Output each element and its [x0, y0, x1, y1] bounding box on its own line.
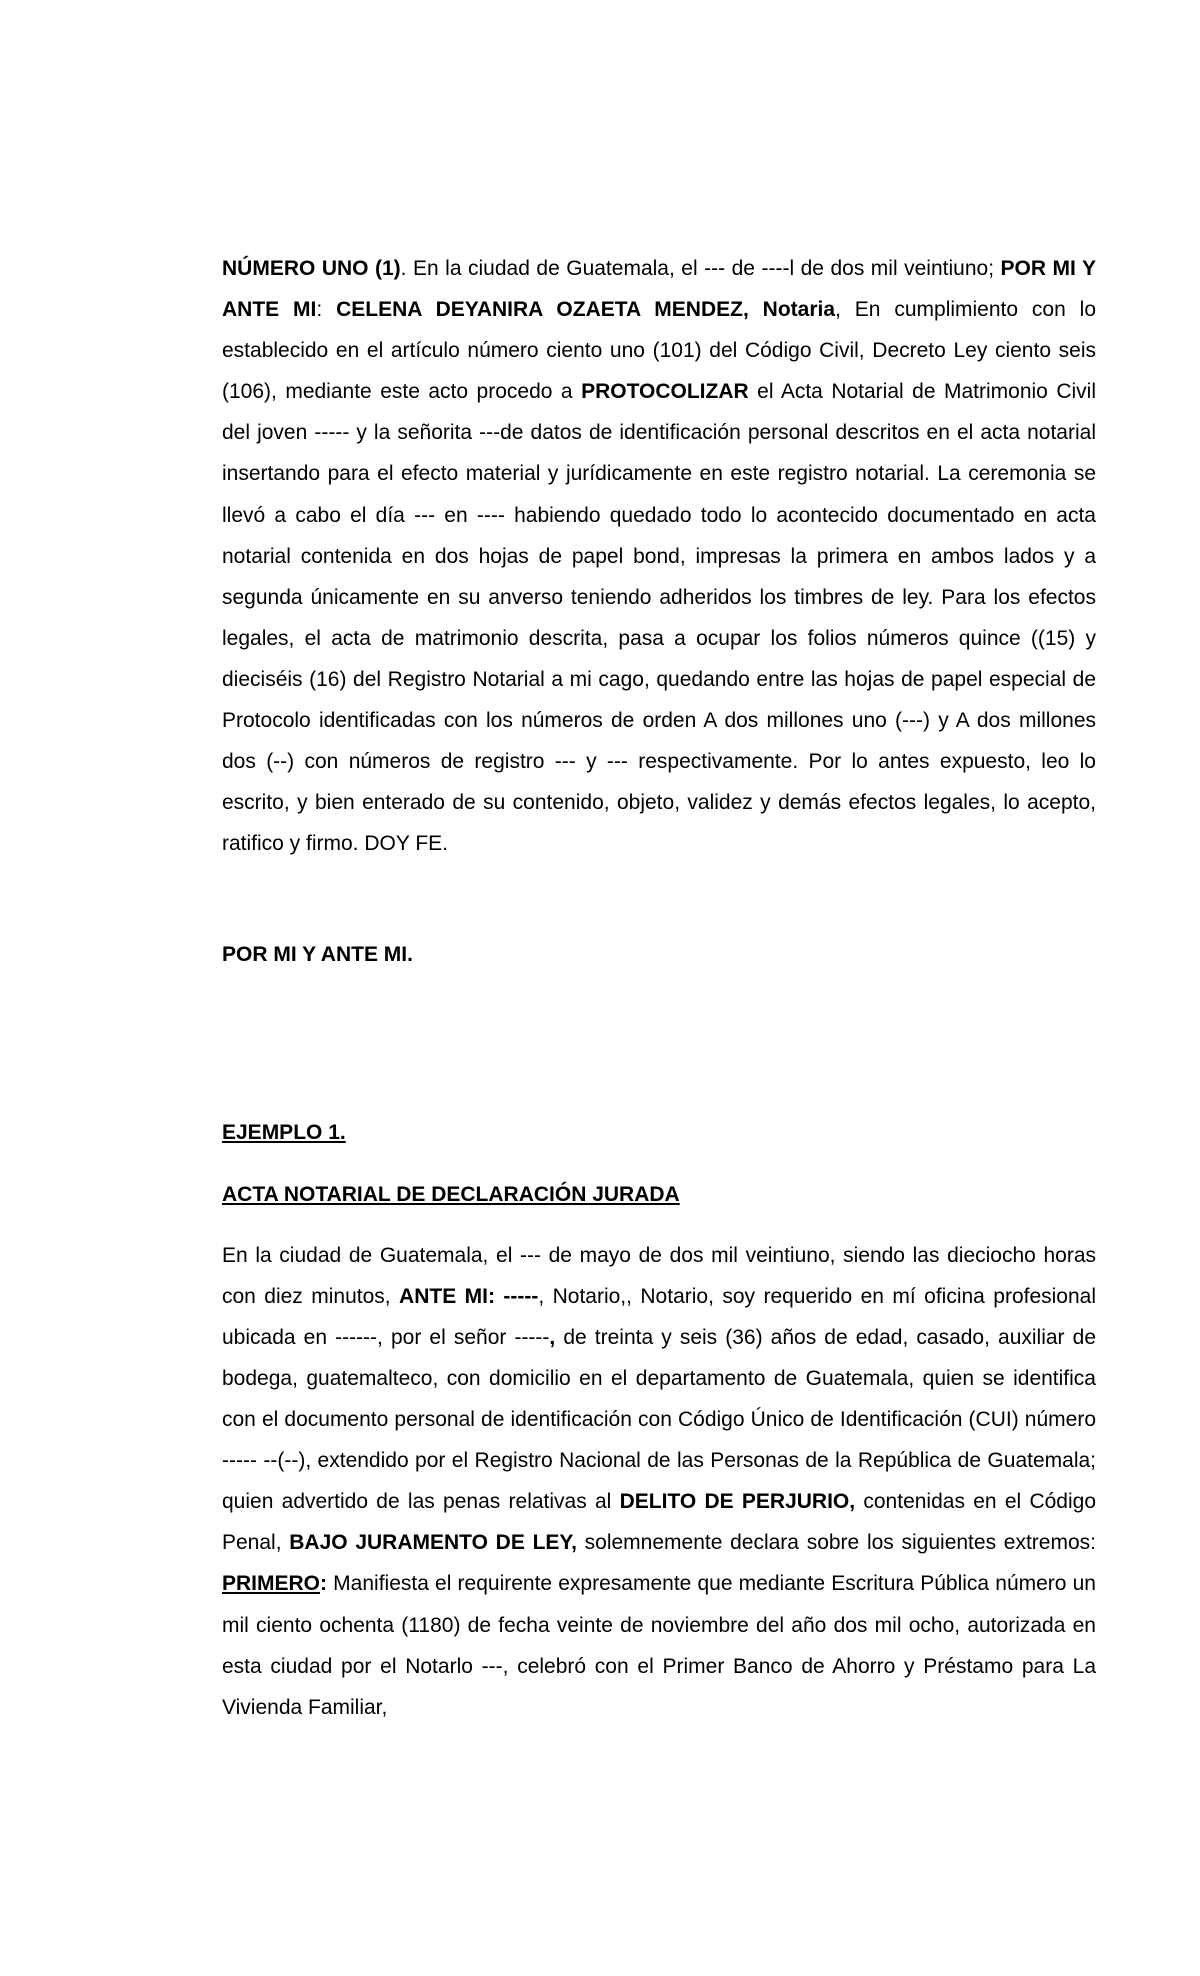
bold-phrase: :: [320, 1572, 328, 1596]
paragraph-text: el Acta Notarial de Matrimonio Civil del joven ----- y la señorita ---de datos de identificación personal descritos en el acta notarial insertando para el efecto material y jurídicamente en este registro notarial. La ceremonia se llevó a cabo el día --- en ---- habiendo quedado todo lo acontecido documentado en acta notarial contenida en dos hojas de papel bond, impresas la primera en ambos lados y a segunda únicamente en su anverso teniendo adheridos los timbres de ley. Para los efectos legales, el acta de matrimonio descrita, pasa a ocupar los folios números quince ((15) y dieciséis (16) del Registro Notarial a mi cago, quedando entre las hojas de papel especial de Protocolo identificadas con los números de orden A dos millones uno (---) y A dos millones dos (--) con números de registro --- y --- respectivamente. Por lo antes expuesto, leo lo escrito, y bien enterado de su contenido, objeto, validez y demás efectos legales, lo acepto, ratifico y firmo. DOY FE.: [222, 380, 1096, 856]
paragraph-text: En la ciudad de Guatemala, el --- de mayo de dos mil veintiuno, siendo las dieciocho horas con diez minutos,: [222, 1243, 1096, 1308]
protocolization-paragraph: [222, 248, 1096, 864]
instrument-number: NÚMERO UNO (1): [222, 257, 401, 280]
clause-label: PRIMERO: [222, 1572, 321, 1596]
bold-phrase: DELITO DE PERJURIO,: [619, 1490, 856, 1514]
document-page: [222, 248, 1096, 1728]
closing-formula: POR MI Y ANTE MI.: [222, 943, 413, 967]
paragraph-text: Manifiesta el requirente expresamente que mediante Escritura Pública número un mil ciento ochenta (1180) de fecha veinte de noviembre del año dos mil ocho, autorizada en esta ciudad por el Notarlo ---, celebró con el Primer Banco de Ahorro y Préstamo para La Vivienda Familiar,: [222, 1572, 1096, 1719]
paragraph-text: solemnemente declara sobre los siguientes extremos:: [576, 1531, 1096, 1555]
bold-phrase: BAJO JURAMENTO DE LEY,: [289, 1531, 577, 1555]
bold-phrase: ANTE MI: -----: [399, 1284, 539, 1308]
paragraph-text: :: [316, 298, 337, 322]
bold-phrase: PROTOCOLIZAR: [581, 380, 749, 404]
paragraph-text: , Notario,, Notario, soy requerido en mí oficina profesional ubicada en ------, por el señor -----: [222, 1284, 1097, 1349]
act-title: ACTA NOTARIAL DE DECLARACIÓN JURADA: [222, 1182, 680, 1206]
bold-phrase: POR MI Y ANTE MI: [222, 257, 1096, 322]
paragraph-text: , En cumplimiento con lo establecido en el artículo número ciento uno (101) del Código Civil, Decreto Ley ciento seis (106), mediante este acto procedo a: [222, 298, 1097, 404]
declaration-paragraph: [222, 1235, 1096, 1728]
example-title: EJEMPLO 1.: [222, 1120, 346, 1144]
paragraph-text: . En la ciudad de Guatemala, el --- de ----l de dos mil veintiuno;: [400, 257, 1001, 280]
notary-name: CELENA DEYANIRA OZAETA MENDEZ, Notaria: [336, 298, 836, 322]
paragraph-text: de treinta y seis (36) años de edad, casado, auxiliar de bodega, guatemalteco, con domicilio en el departamento de Guatemala, quien se identifica con el documento personal de identificación con Código Único de Identificación (CUI) número ----- --(--), extendido por el Registro Nacional de las Personas de la República de Guatemala; quien advertido de las penas relativas al: [222, 1325, 1096, 1514]
paragraph-text: contenidas en el Código Penal,: [222, 1490, 1096, 1555]
bold-phrase: ,: [549, 1325, 556, 1349]
